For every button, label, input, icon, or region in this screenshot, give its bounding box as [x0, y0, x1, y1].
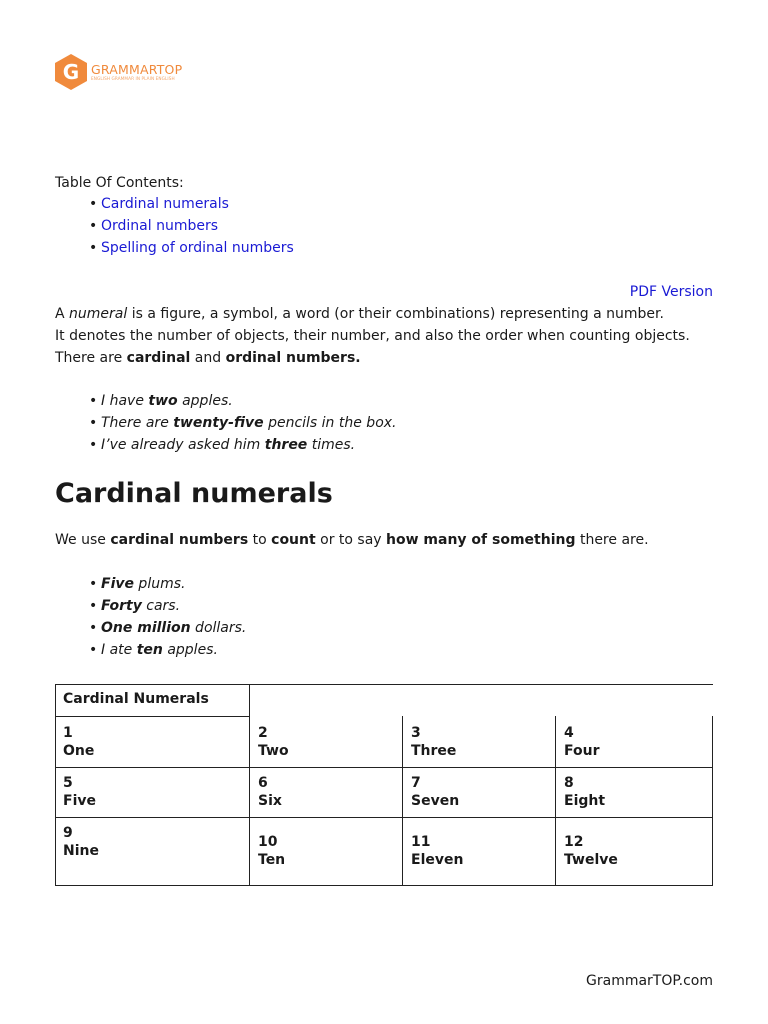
text: and — [190, 350, 226, 366]
text: to — [248, 532, 272, 548]
intro-line-3 — [55, 347, 715, 369]
bold-text: cardinal — [126, 350, 191, 366]
cell-number: 2 — [258, 725, 268, 741]
cell-word: Four — [564, 743, 600, 759]
text: I ate — [101, 642, 137, 658]
table-cell — [250, 833, 402, 869]
cell-word: Ten — [258, 852, 286, 868]
toc-title: Table Of Contents: — [55, 175, 184, 191]
svg-text:G: G — [62, 60, 80, 84]
text: There are — [55, 350, 127, 366]
bold-text: Five — [101, 576, 134, 592]
cell-number: 7 — [411, 775, 421, 791]
intro-line-2: It denotes the number of objects, their number, and also the order when counting objects. — [55, 328, 690, 344]
cell-word: Eight — [564, 793, 606, 809]
cell-word: Two — [258, 743, 289, 759]
cell-number: 4 — [564, 725, 574, 741]
text: there are. — [575, 532, 649, 548]
toc-item — [55, 215, 715, 237]
list-item — [55, 412, 715, 434]
table-border — [55, 767, 713, 768]
list-item — [55, 573, 715, 595]
table-header: Cardinal Numerals — [63, 691, 209, 707]
cardinal-numerals-table — [55, 684, 713, 886]
table-cell — [403, 774, 555, 810]
cardinal-examples-list — [55, 573, 715, 661]
cell-number: 1 — [63, 725, 73, 741]
text: apples. — [162, 642, 218, 658]
text: is a figure, a symbol, a word (or their combinations) representing a number. — [127, 306, 664, 322]
table-cell — [403, 833, 555, 869]
text: I have — [101, 393, 149, 409]
logo-tagline: ENGLISH GRAMMAR IN PLAIN ENGLISH — [91, 75, 175, 81]
toc-link-spelling-ordinal[interactable]: Spelling of ordinal numbers — [101, 240, 294, 256]
cell-number: 5 — [63, 775, 73, 791]
text: plums. — [133, 576, 186, 592]
table-cell — [250, 774, 402, 810]
emphasis: numeral — [69, 306, 128, 322]
cell-number: 11 — [411, 834, 431, 850]
bold-text: One million — [101, 620, 191, 636]
pdf-version-link[interactable]: PDF Version — [629, 284, 713, 300]
text: cars. — [141, 598, 181, 614]
cell-word: Eleven — [411, 852, 464, 868]
grammartop-logo-icon — [54, 53, 88, 91]
table-border — [55, 684, 713, 685]
section-heading-cardinal-numerals: Cardinal numerals — [55, 478, 333, 509]
table-border — [55, 885, 713, 886]
cell-word: Six — [258, 793, 282, 809]
list-item — [55, 617, 715, 639]
list-item — [55, 595, 715, 617]
table-cell — [556, 774, 712, 810]
table-cell — [403, 724, 555, 760]
site-logo[interactable] — [54, 52, 194, 92]
cell-number: 8 — [564, 775, 574, 791]
cell-word: Nine — [63, 843, 99, 859]
toc-link-ordinal-numbers[interactable]: Ordinal numbers — [101, 218, 219, 234]
table-border — [712, 716, 713, 886]
footer-site-name: GrammarTOP.com — [586, 973, 713, 989]
bold-text: two — [148, 393, 178, 409]
text: pencils in the box. — [263, 415, 397, 431]
cell-number: 6 — [258, 775, 268, 791]
cell-number: 10 — [258, 834, 278, 850]
text: I’ve already asked him — [101, 437, 265, 453]
table-cell — [55, 824, 249, 860]
bold-text: three — [264, 437, 308, 453]
intro-examples-list — [55, 390, 715, 456]
text: dollars. — [190, 620, 247, 636]
text: There are — [101, 415, 174, 431]
cardinal-intro-paragraph — [55, 529, 715, 551]
list-item — [55, 434, 715, 456]
bold-text: cardinal numbers — [110, 532, 249, 548]
cell-number: 3 — [411, 725, 421, 741]
text: We use — [55, 532, 111, 548]
list-item — [55, 639, 715, 661]
bold-text: ordinal numbers. — [225, 350, 361, 366]
cell-word: One — [63, 743, 95, 759]
table-cell — [250, 724, 402, 760]
bold-text: how many of something — [386, 532, 576, 548]
bold-text: Forty — [101, 598, 142, 614]
cell-word: Five — [63, 793, 96, 809]
table-cell — [55, 724, 249, 760]
logo-wordmark: GRAMMARTOP — [91, 61, 183, 77]
text: times. — [307, 437, 356, 453]
bold-text: ten — [136, 642, 163, 658]
toc-item — [55, 237, 715, 259]
cell-number: 9 — [63, 825, 73, 841]
cell-word: Twelve — [564, 852, 618, 868]
bold-text: twenty-five — [173, 415, 264, 431]
text: A — [55, 306, 70, 322]
bold-text: count — [271, 532, 316, 548]
toc-link-cardinal-numerals[interactable]: Cardinal numerals — [101, 196, 229, 212]
toc-item — [55, 193, 715, 215]
text: apples. — [177, 393, 233, 409]
table-border — [55, 817, 713, 818]
cell-word: Seven — [411, 793, 460, 809]
table-of-contents — [55, 173, 715, 259]
list-item — [55, 390, 715, 412]
table-cell — [556, 833, 712, 869]
intro-paragraph — [55, 303, 715, 369]
table-cell — [556, 724, 712, 760]
text: or to say — [315, 532, 387, 548]
cell-word: Three — [411, 743, 457, 759]
cell-number: 12 — [564, 834, 584, 850]
toc-list — [55, 193, 715, 259]
table-cell — [55, 774, 249, 810]
table-border — [55, 716, 250, 717]
intro-line-1 — [55, 303, 715, 325]
